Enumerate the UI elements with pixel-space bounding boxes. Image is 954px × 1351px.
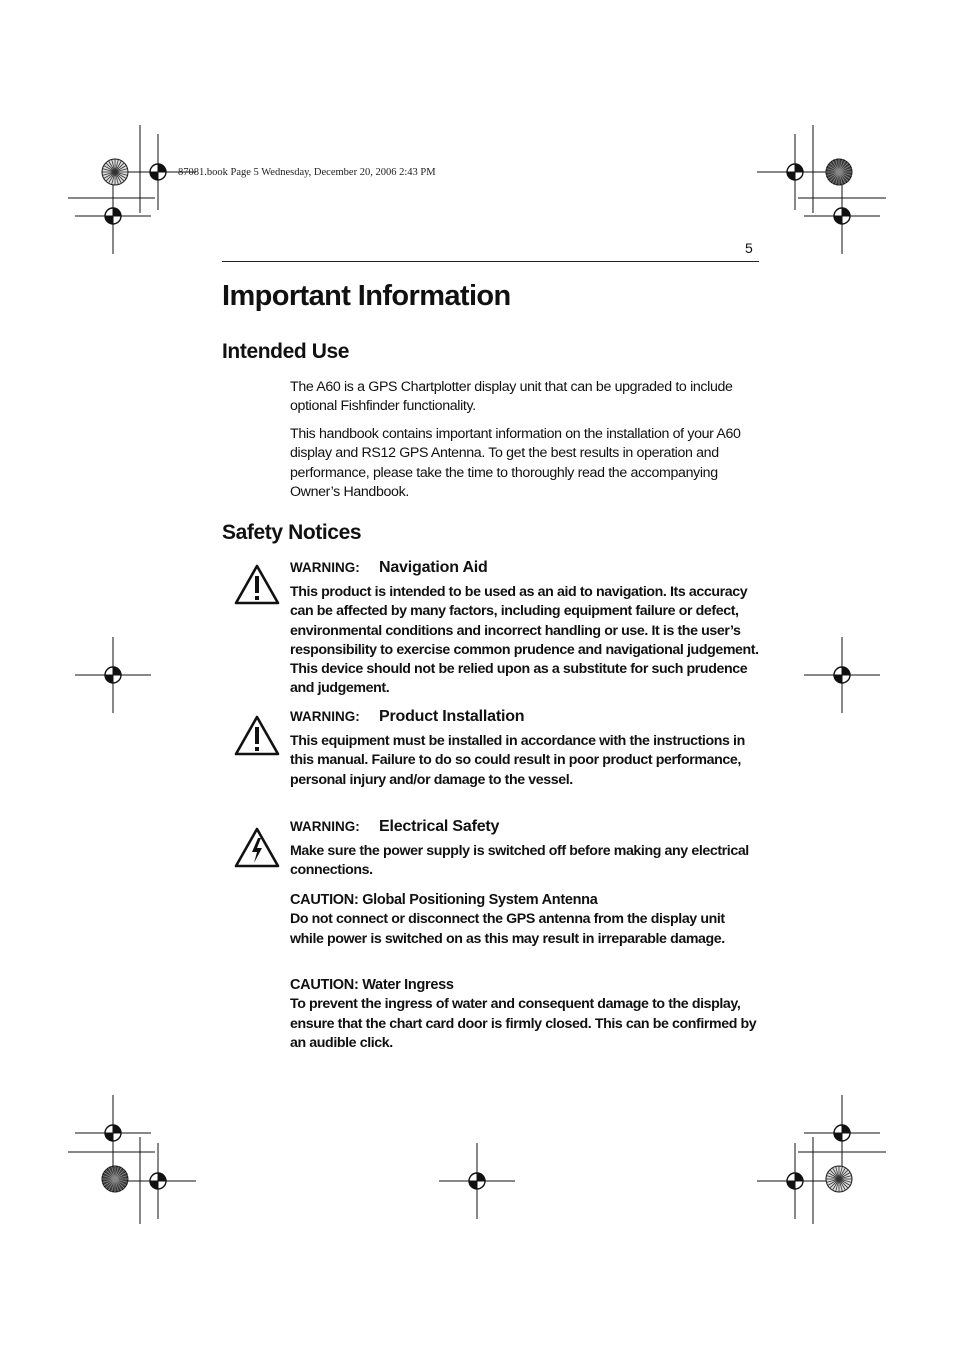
caution-text: To prevent the ingress of water and consequent damage to the display, ensure that the chart card door is firmly closed. This can be confirmed by an audible click. <box>290 996 757 1051</box>
exclamation-warning-icon <box>234 714 280 756</box>
registration-target <box>120 1143 196 1219</box>
warning-product-installation <box>290 708 760 790</box>
caution-heading: CAUTION: Water Ingress <box>290 977 454 993</box>
registration-target <box>757 1143 833 1219</box>
caution-text: Do not connect or disconnect the GPS antenna from the display unit while power is switched on as this may result in irreparable damage. <box>290 911 725 947</box>
caution-water-ingress <box>290 976 760 1053</box>
warning-label: WARNING: <box>290 709 360 724</box>
registration-disc <box>826 1166 852 1192</box>
registration-disc <box>102 159 128 185</box>
warning-text: This product is intended to be used as an aid to navigation. Its accuracy can be affected by many factors, including equipment failure or defect, environmental conditions and incorrect handling or use. It is the user’s responsibility to exercise common prudence and navigational judgement. This device should not be relied upon as a substitute for such prudence and judgement. <box>290 584 759 697</box>
lightning-warning-icon <box>234 826 280 868</box>
caution-gps-antenna <box>290 891 760 949</box>
intended-use-heading: Intended Use <box>222 340 350 363</box>
registration-disc <box>102 1166 128 1192</box>
intended-use-paragraph: This handbook contains important information on the installation of your A60 display and RS12 GPS Antenna. To get the best results in operation and performance, please take the time to thoroughly read the accompanying Owner’s Handbook. <box>290 426 741 500</box>
registration-target <box>439 1143 515 1219</box>
exclamation-warning-icon <box>234 563 280 605</box>
warning-text: This equipment must be installed in accordance with the instructions in this manual. Failure to do so could result in poor product performance, personal injury and/or damage to the vessel. <box>290 733 745 788</box>
safety-notices-heading: Safety Notices <box>222 521 362 544</box>
page-number: 5 <box>745 240 753 256</box>
registration-disc <box>826 159 852 185</box>
page-title: Important Information <box>222 280 511 312</box>
warning-label: WARNING: <box>290 819 360 834</box>
header-rule <box>222 261 759 262</box>
registration-target <box>75 637 151 713</box>
registration-target <box>804 637 880 713</box>
warning-electrical-safety <box>290 818 760 881</box>
registration-target <box>804 1095 880 1171</box>
warning-label: WARNING: <box>290 560 360 575</box>
warning-title: Product Installation <box>379 708 525 725</box>
caution-heading: CAUTION: Global Positioning System Antenna <box>290 892 598 908</box>
warning-title: Navigation Aid <box>379 559 488 576</box>
registration-target <box>757 134 833 210</box>
warning-text: Make sure the power supply is switched off before making any electrical connections. <box>290 843 749 879</box>
registration-target <box>804 178 880 254</box>
print-slug: 87081.book Page 5 Wednesday, December 20, 2006 2:43 PM <box>178 167 436 178</box>
warning-navigation-aid <box>290 559 760 699</box>
intended-use-paragraph: The A60 is a GPS Chartplotter display unit that can be upgraded to include optional Fishfinder functionality. <box>290 379 733 415</box>
warning-title: Electrical Safety <box>379 818 500 835</box>
